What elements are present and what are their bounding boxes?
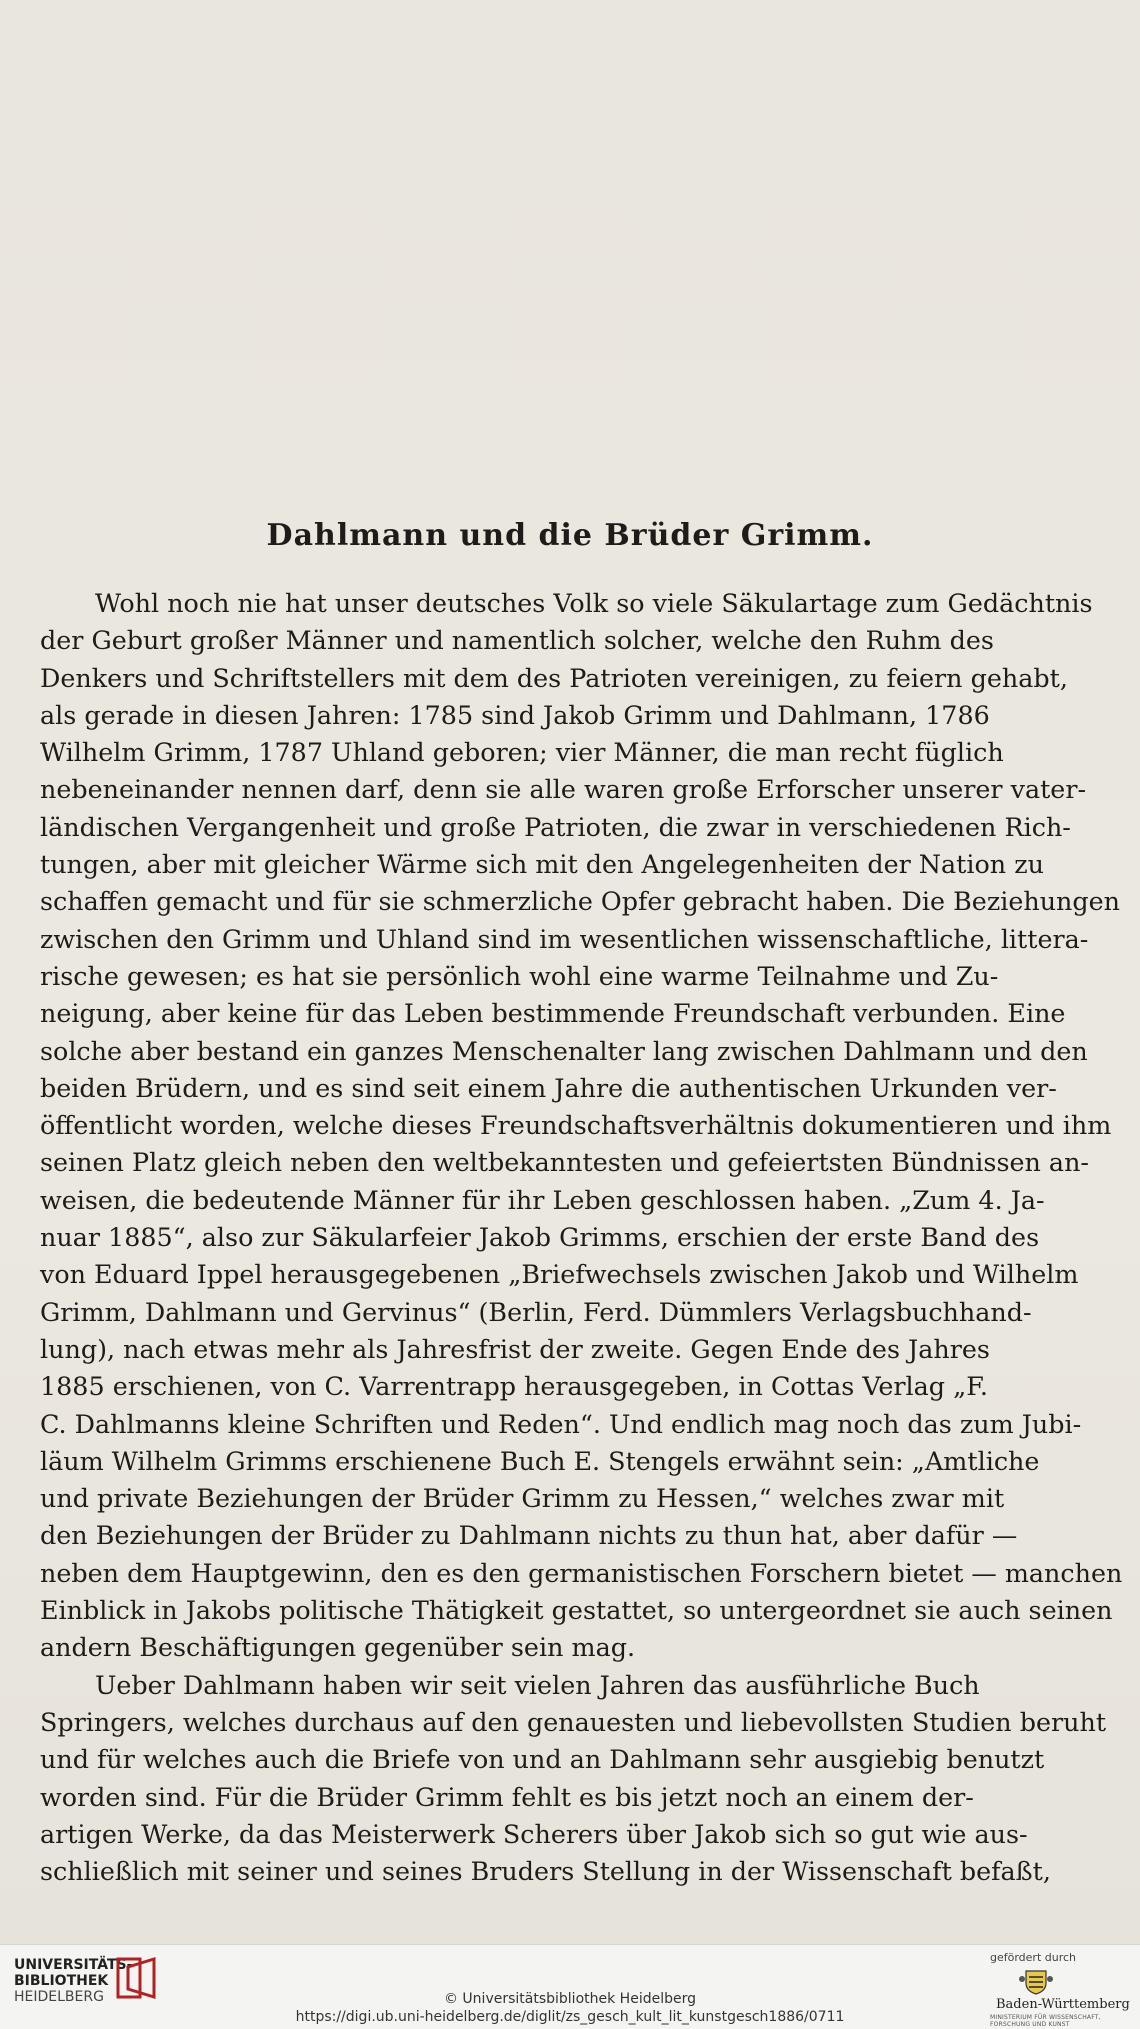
text-line: Wilhelm Grimm, 1787 Uhland geboren; vier Männer, die man recht füglich (40, 737, 1004, 768)
text-line: und private Beziehungen der Brüder Grimm zu Hessen,“ welches zwar mit (40, 1483, 1005, 1514)
text-line: Grimm, Dahlmann und Gervinus“ (Berlin, Ferd. Dümmlers Verlagsbuchhand- (40, 1296, 1032, 1327)
funded-by-label: gefördert durch (990, 1951, 1077, 1964)
library-line-1: UNIVERSITÄTS- (14, 1957, 133, 1973)
library-line-2: BIBLIOTHEK (14, 1973, 109, 1989)
text-line: andern Beschäftigungen gegenüber sein mag. (40, 1632, 636, 1663)
text-line: artigen Werke, da das Meisterwerk Scherers über Jakob sich so gut wie aus- (40, 1818, 1028, 1849)
text-line: Einblick in Jakobs politische Thätigkeit gestattet, so untergeordnet sie auch seinen (40, 1595, 1113, 1626)
text-line: nebeneinander nennen darf, denn sie alle waren große Erforscher unserer vater- (40, 774, 1087, 805)
text-line: neben dem Hauptgewinn, den es den germanistischen Forschern bietet — manchen (40, 1557, 1123, 1588)
library-line-3: HEIDELBERG (14, 1989, 104, 2005)
text-line: worden sind. Für die Brüder Grimm fehlt es bis jetzt noch an einem der- (40, 1781, 974, 1812)
ministry-name: MINISTERIUM FÜR WISSENSCHAFT, FORSCHUNG UND KUNST (990, 2014, 1101, 2028)
text-line: und für welches auch die Briefe von und an Dahlmann sehr ausgiebig benutzt (40, 1744, 1045, 1775)
text-line: schaffen gemacht und für sie schmerzliche Opfer gebracht haben. Die Beziehungen (40, 886, 1121, 917)
text-line: C. Dahlmanns kleine Schriften und Reden“. Und endlich mag noch das zum Jubi- (40, 1408, 1082, 1439)
text-line: Ueber Dahlmann haben wir seit vielen Jahren das ausführliche Buch (95, 1669, 980, 1700)
text-line: zwischen den Grimm und Uhland sind im wesentlichen wissenschaftliche, littera- (40, 923, 1089, 954)
copyright-text: © Universitätsbibliothek Heidelberg (443, 1991, 696, 2007)
text-line: rische gewesen; es hat sie persönlich wohl eine warme Teilnahme und Zu- (40, 960, 999, 991)
text-line: solche aber bestand ein ganzes Menschenalter lang zwischen Dahlmann und den (40, 1035, 1088, 1066)
state-name: Baden-Württemberg (996, 1997, 1130, 2012)
text-line: Denkers und Schriftstellers mit dem des Patrioten vereinigen, zu feiern gehabt, (40, 662, 1068, 693)
text-line: Springers, welches durchaus auf den genauesten und liebevollsten Studien beruht (40, 1706, 1107, 1737)
text-line: öffentlicht worden, welche dieses Freundschaftsverhältnis dokumentieren und ihm (40, 1110, 1112, 1141)
text-line: schließlich mit seiner und seines Bruders Stellung in der Wissenschaft befaßt, (40, 1856, 1051, 1887)
source-url-link[interactable]: https://digi.ub.uni-heidelberg.de/diglit/zs_gesch_kult_lit_kunstgesch1886/0711 (295, 2009, 845, 2025)
text-line: den Beziehungen der Brüder zu Dahlmann nichts zu thun hat, aber dafür — (40, 1520, 1018, 1551)
text-line: ländischen Vergangenheit und große Patrioten, die zwar in verschiedenen Rich- (40, 811, 1071, 842)
text-line: weisen, die bedeutende Männer für ihr Leben geschlossen haben. „Zum 4. Ja- (40, 1184, 1045, 1215)
text-line: läum Wilhelm Grimms erschienene Buch E. Stengels erwähnt sein: „Amtliche (40, 1445, 1040, 1476)
coat-of-arms-icon (1018, 1967, 1054, 1995)
text-line: als gerade in diesen Jahren: 1785 sind Jakob Grimm und Dahlmann, 1786 (40, 699, 990, 730)
text-line: neigung, aber keine für das Leben bestimmende Freundschaft verbunden. Eine (40, 998, 1066, 1029)
text-line: von Eduard Ippel herausgegebenen „Briefwechsels zwischen Jakob und Wilhelm (40, 1259, 1079, 1290)
text-line: Wohl noch nie hat unser deutsches Volk so viele Säkulartage zum Gedächtnis (95, 588, 1093, 618)
text-line: lung), nach etwas mehr als Jahresfrist der zweite. Gegen Ende des Jahres (40, 1333, 990, 1364)
article-title: Dahlmann und die Brüder Grimm. (266, 518, 874, 553)
text-line: nuar 1885“, also zur Säkularfeier Jakob Grimms, erschien der erste Band des (40, 1222, 1040, 1253)
footer-bar (0, 1944, 1140, 2029)
text-line: beiden Brüdern, und es sind seit einem Jahre die authentischen Urkunden ver- (40, 1072, 1057, 1103)
text-line: 1885 erschienen, von C. Varrentrapp herausgegeben, in Cottas Verlag „F. (40, 1371, 988, 1402)
text-line: seinen Platz gleich neben den weltbekanntesten und gefeiertsten Bündnissen an- (40, 1147, 1090, 1178)
article-body (40, 585, 1123, 1890)
text-line: der Geburt großer Männer und namentlich solcher, welche den Ruhm des (40, 625, 994, 656)
text-line: tungen, aber mit gleicher Wärme sich mit den Angelegenheiten der Nation zu (40, 849, 1044, 880)
